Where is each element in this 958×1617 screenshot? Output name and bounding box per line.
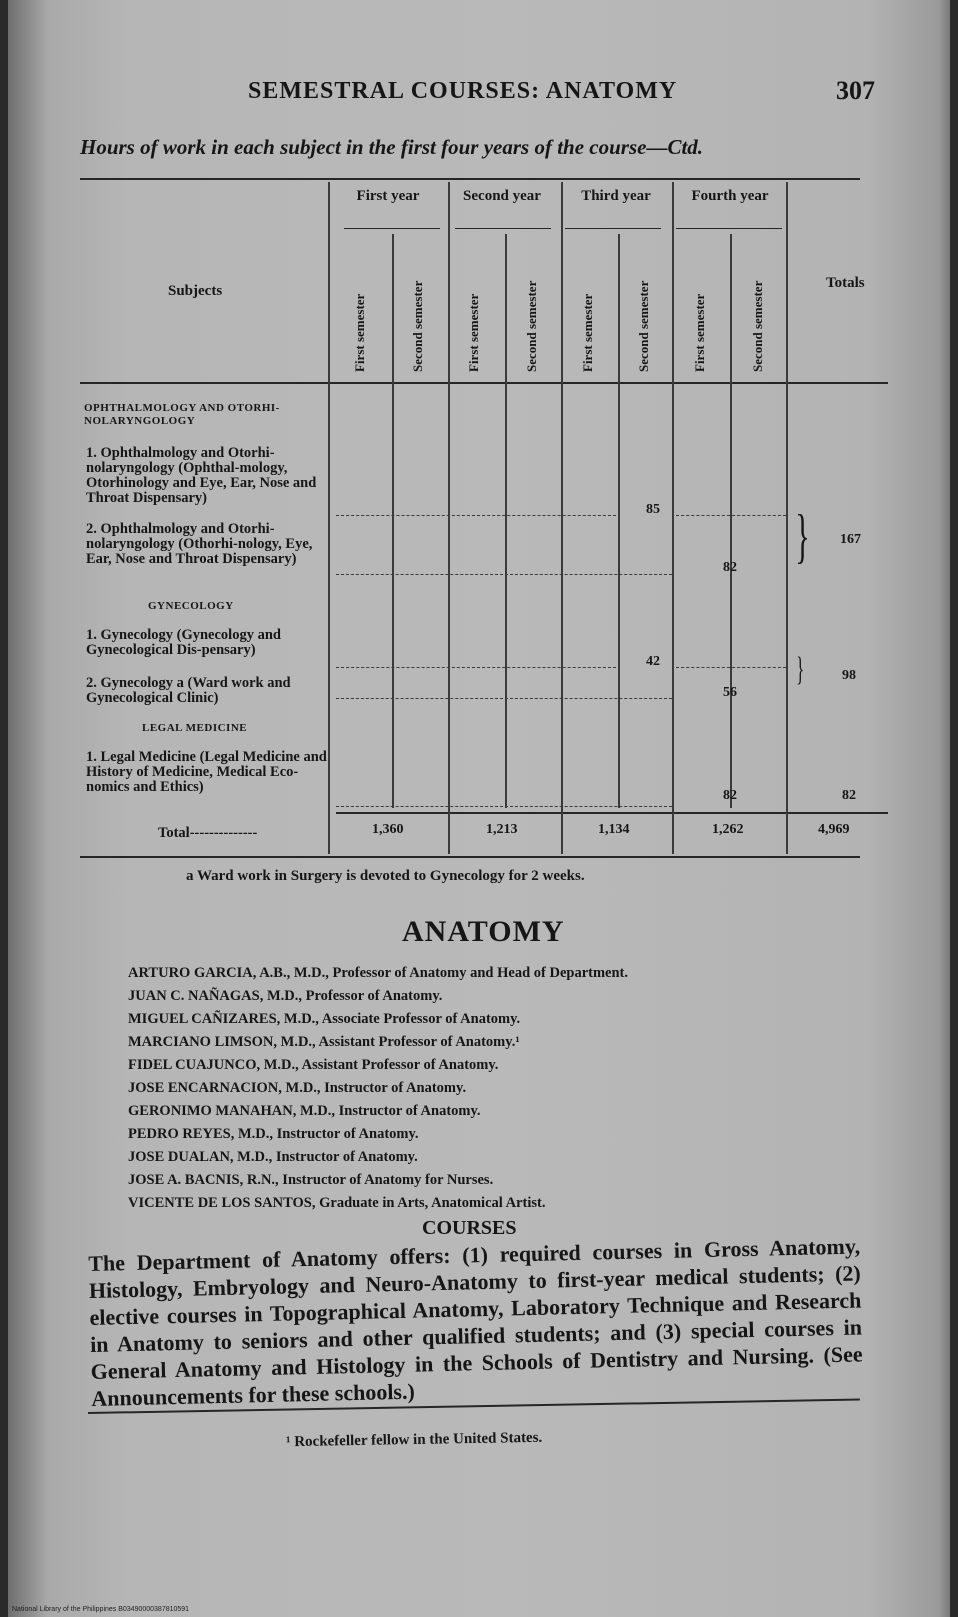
- hours-value: 82: [723, 788, 737, 803]
- semester-header: First semester: [580, 293, 595, 372]
- year-underline: [344, 228, 440, 229]
- staff-entry: JOSE DUALAN, M.D., Instructor of Anatomy.: [128, 1149, 418, 1165]
- semester-header: First semester: [692, 293, 707, 372]
- year-underline: [455, 228, 551, 229]
- courses-paragraph: The Department of Anatomy offers: (1) required courses in Gross Anatomy, Histology, Embryology and Neuro-Anatomy to first-year medical students; (2) elective courses in Topographical Anatomy, Laboratory Technique and Research in Anatomy to seniors and other qualified students; and (3) special courses in General Anatomy and Histology in the Schools of Dentistry and Nursing. (See Announcements for these schools.): [88, 1233, 863, 1411]
- section-total: 98: [842, 668, 856, 683]
- section-title: GYNECOLOGY: [148, 600, 234, 612]
- leader-dots: [676, 515, 786, 516]
- year-underline: [676, 228, 782, 229]
- page-footnote: ¹ Rockefeller fellow in the United States.: [285, 1429, 543, 1451]
- section-heading: ANATOMY: [402, 915, 565, 948]
- header-bottom-rule: [80, 382, 888, 384]
- column-rule: [672, 182, 674, 854]
- column-rule: [618, 234, 620, 808]
- semester-header: First semester: [352, 293, 367, 372]
- subject-row-label: 1. Legal Medicine (Legal Medicine and History of Medicine, Medical Eco-nomics and Ethics): [86, 749, 327, 795]
- semester-header: Second semester: [750, 280, 765, 372]
- section-title: OPHTHALMOLOGY AND OTORHI-NOLARYNGOLOGY: [84, 402, 280, 427]
- column-rule: [392, 234, 394, 808]
- total-label: Total: [158, 825, 190, 841]
- table-top-rule: [80, 178, 860, 180]
- leader-dots: [676, 667, 786, 668]
- subject-row-label: 2. Ophthalmology and Otorhi-nolaryngology (Othorhi-nology, Eye, Ear, Nose and Throat Dispensary): [86, 521, 313, 567]
- courses-heading: COURSES: [422, 1217, 517, 1239]
- hours-value: 82: [723, 560, 737, 575]
- running-header: SEMESTRAL COURSES: ANATOMY: [248, 78, 678, 104]
- section-title: LEGAL MEDICINE: [142, 722, 248, 734]
- column-rule: [730, 234, 732, 808]
- year-header-first: First year: [356, 188, 420, 204]
- staff-entry: JOSE ENCARNACION, M.D., Instructor of Anatomy.: [128, 1080, 467, 1096]
- total-row-label: [158, 826, 328, 841]
- section-total: 167: [840, 532, 861, 547]
- staff-entry: JOSE A. BACNIS, R.N., Instructor of Anatomy for Nurses.: [128, 1172, 494, 1188]
- book-page: [8, 0, 950, 1617]
- leader-dots: [336, 574, 672, 575]
- column-rule: [505, 234, 507, 808]
- page-number: 307: [836, 76, 875, 105]
- column-rule: [561, 182, 563, 854]
- semester-header: Second semester: [636, 280, 651, 372]
- year-underline: [565, 228, 661, 229]
- staff-entry: PEDRO REYES, M.D., Instructor of Anatomy.: [128, 1126, 419, 1142]
- grand-total: 4,969: [818, 822, 850, 837]
- scan-credit: National Library of the Philippines B03490000387810591: [12, 1606, 190, 1613]
- leader-dots: [336, 515, 616, 516]
- semester-header: First semester: [466, 293, 481, 372]
- leader-dots: [336, 698, 672, 699]
- staff-entry: JUAN C. NAÑAGAS, M.D., Professor of Anatomy.: [128, 988, 443, 1004]
- total-rule: [336, 812, 888, 814]
- staff-entry: FIDEL CUAJUNCO, M.D., Assistant Professor of Anatomy.: [128, 1057, 499, 1073]
- subject-row-label: 2. Gynecology a (Ward work and Gynecological Clinic): [86, 675, 291, 706]
- staff-entry: GERONIMO MANAHAN, M.D., Instructor of Anatomy.: [128, 1103, 481, 1119]
- semester-header: Second semester: [410, 280, 425, 372]
- staff-entry: MIGUEL CAÑIZARES, M.D., Associate Professor of Anatomy.: [128, 1011, 521, 1027]
- leader-dots: [336, 667, 616, 668]
- year-header-third: Third year: [581, 188, 651, 204]
- subject-row-label: 1. Gynecology (Gynecology and Gynecological Dis-pensary): [86, 627, 281, 658]
- staff-entry: MARCIANO LIMSON, M.D., Assistant Professor of Anatomy.¹: [128, 1034, 520, 1050]
- totals-header: Totals: [826, 275, 865, 291]
- year-header-fourth: Fourth year: [691, 188, 769, 204]
- year-total: 1,262: [712, 822, 744, 837]
- table-footnote: a Ward work in Surgery is devoted to Gynecology for 2 weeks.: [186, 868, 585, 884]
- year-total: 1,134: [598, 822, 630, 837]
- hours-value: 85: [646, 502, 660, 517]
- section-total: 82: [842, 788, 856, 803]
- column-rule: [448, 182, 450, 854]
- leader-dots: [336, 806, 672, 807]
- brace: }: [795, 503, 810, 569]
- column-rule: [786, 182, 788, 854]
- staff-entry: VICENTE DE LOS SANTOS, Graduate in Arts, Anatomical Artist.: [128, 1195, 546, 1211]
- semester-header: Second semester: [524, 280, 539, 372]
- staff-entry: ARTURO GARCIA, A.B., M.D., Professor of Anatomy and Head of Department.: [128, 965, 628, 981]
- table-bottom-rule: [80, 856, 860, 858]
- table-caption: Hours of work in each subject in the first four years of the course—Ctd.: [80, 135, 704, 159]
- year-header-second: Second year: [463, 188, 541, 204]
- year-total: 1,213: [486, 822, 518, 837]
- year-total: 1,360: [372, 822, 404, 837]
- hours-value: 42: [646, 654, 660, 669]
- subjects-header: Subjects: [168, 283, 223, 299]
- subject-row-label: 1. Ophthalmology and Otorhi-nolaryngology (Ophthal-mology, Otorhinology and Eye, Ear, Nose and Throat Dispensary): [86, 445, 317, 506]
- leader-dots: --------------: [189, 825, 258, 841]
- brace: }: [796, 651, 805, 688]
- hours-value: 56: [723, 685, 737, 700]
